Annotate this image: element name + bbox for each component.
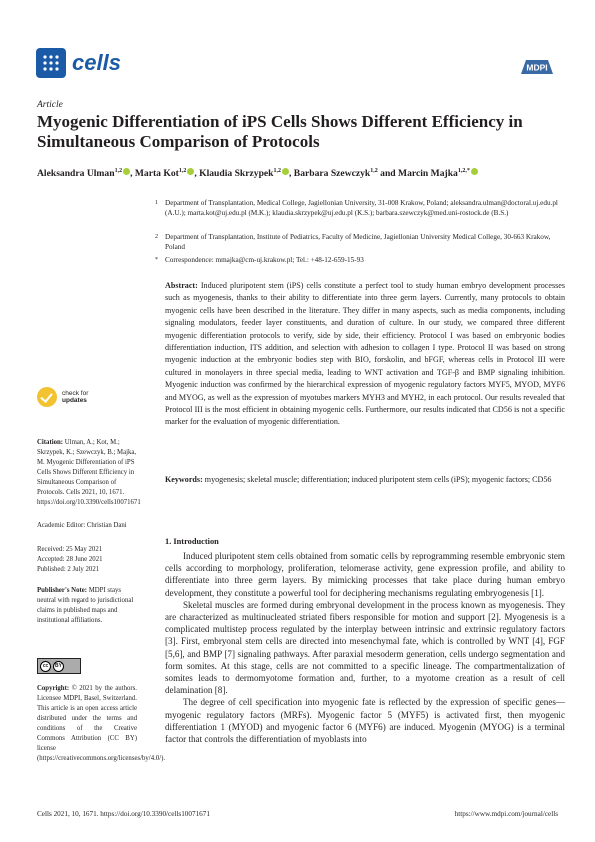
- updates-line1: check for: [62, 390, 89, 397]
- copyright-block: [37, 684, 166, 764]
- author-name: Barbara Szewczyk: [293, 168, 371, 180]
- publisher-logo: [519, 58, 555, 76]
- author-affil-marker: 1,2: [114, 168, 123, 174]
- abstract: [165, 280, 565, 429]
- abstract-label: Abstract:: [165, 281, 198, 290]
- journal-logo-icon: [36, 48, 66, 78]
- orcid-icon[interactable]: [471, 168, 478, 175]
- affiliation-marker: 2: [155, 234, 158, 240]
- affiliation-marker: 1: [155, 200, 158, 206]
- affiliation-text: Department of Transplantation, Medical College, Jagiellonian University, 31-008 Krakow, Poland; aleksandra.ulman@doctoral.uj.edu.pl (A.U.); marta.kot@uj.edu.pl (M.K.); klaudia.skrzypek@uj.edu.pl (K.S.); barbara.szewczyk@med.uni-rostock.de (B.S.): [165, 199, 558, 217]
- author-name: Aleksandra Ulman: [37, 168, 115, 180]
- affiliation-text: Department of Transplantation, Institute of Pediatrics, Faculty of Medicine, Jagiellonian University Medical College, 30-663 Krakow, Poland: [165, 233, 551, 251]
- correspondence-text: Correspondence: mmajka@cm-uj.krakow.pl; Tel.: +48-12-659-15-93: [165, 256, 364, 264]
- article-title: Myogenic Differentiation of iPS Cells Shows Different Efficiency in Simultaneous Comparison of Protocols: [37, 112, 523, 151]
- copyright-label: Copyright:: [37, 685, 70, 692]
- copyright-text: © 2021 by the authors. Licensee MDPI, Basel, Switzerland. This article is an open access article distributed under the terms and conditions of the Creative Commons Attribution (CC BY) license (https://creativecommons.org/licenses/by/4.0/).: [37, 685, 166, 762]
- keywords: [165, 474, 565, 486]
- check-for-updates-button[interactable]: [37, 387, 88, 407]
- check-updates-icon: [37, 387, 57, 407]
- published-date: Published: 2 July 2021: [37, 566, 100, 573]
- by-icon: BY: [53, 661, 64, 672]
- section-body: [165, 550, 565, 745]
- author-name: Marta Kot: [134, 168, 179, 180]
- academic-editor: Academic Editor: Christian Dani: [37, 522, 127, 529]
- orcid-icon[interactable]: [123, 168, 130, 175]
- article-type: Article: [37, 100, 63, 110]
- author-name: Klaudia Skrzypek: [199, 168, 274, 180]
- affiliation: [155, 199, 565, 218]
- orcid-icon[interactable]: [282, 168, 289, 175]
- abstract-text: Induced pluripotent stem (iPS) cells constitute a perfect tool to study human embryo development processes such as myogenesis, thanks to their ability to differentiate into three germ layers. Currently, many protocols to obtain myogenic cells have been described in the literature. They differ in many aspects, such as media components, including signaling modulators, feeder layer constituents, and duration of culture. In our study, we compared three different myogenic differentiation protocols to verify, side by side, their efficiency. Protocol I was based on embryonic bodies differentiation induction, ITS addition, and selection with adhesion to collagen I type. Protocol II was based on strong myogenic induction at the embryonic bodies step with BIO, forskolin, and bFGF, whereas cells in Protocol III were cultured in monolayers in three special media, leading to WNT activation and TGF-β and BMP signaling inhibition. Myogenic induction was confirmed by the hierarchical expression of myogenic regulatory factors MYF5, MYOD, MYF6 and MYOG, as well as the expression of myotubes markers MYH3 and MYH2, in each protocol. Our results revealed that Protocol III is the most efficient in obtaining myogenic cells. Furthermore, our results indicated that CD56 is not a specific marker for the evaluation of myogenic differentiation.: [165, 281, 565, 427]
- paragraph: The degree of cell specification into myogenic fate is reflected by the expression of specific genes—myogenic regulatory factors (MRFs). Myogenic factor 5 (MYF5) is activated first, then myogenic differentiation 1 (MYOD) and myogenic factor 6 (MYF6) are induced. Myogenin (MYOG) is a terminal factor that controls the differentiation of myoblasts into: [165, 697, 565, 745]
- section-heading: 1. Introduction: [165, 537, 219, 546]
- footer-citation[interactable]: Cells 2021, 10, 1671. https://doi.org/10.3390/cells10071671: [37, 810, 210, 818]
- affiliation: [155, 233, 565, 252]
- citation-label: Citation:: [37, 439, 64, 446]
- author-affil-marker: 1,2: [273, 168, 281, 174]
- author-name: Marcin Majka: [398, 168, 458, 180]
- orcid-icon[interactable]: [187, 168, 194, 175]
- keywords-label: Keywords:: [165, 475, 203, 484]
- received-date: Received: 25 May 2021: [37, 546, 103, 553]
- author-affil-marker: 1,2,*: [457, 168, 470, 174]
- keywords-text: myogenesis; skeletal muscle; differentiation; induced pluripotent stem cells (iPS); myogenic factors; CD56: [204, 475, 552, 484]
- correspondence: [155, 256, 565, 266]
- dates-block: [37, 545, 137, 575]
- publisher-note-text: MDPI stays neutral with regard to jurisdictional claims in published maps and institutional affiliations.: [37, 587, 134, 624]
- publisher-note: [37, 586, 137, 626]
- journal-name: cells: [72, 50, 121, 75]
- footer-journal-link[interactable]: https://www.mdpi.com/journal/cells: [454, 810, 558, 818]
- accepted-date: Accepted: 28 June 2021: [37, 556, 103, 563]
- citation-block: [37, 438, 141, 508]
- citation-text: Ulman, A.; Kot, M.; Skrzypek, K.; Szewczyk, B.; Majka, M. Myogenic Differentiation of iPS Cells Shows Different Efficiency in Simultaneous Comparison of Protocols. Cells 2021, 10, 1671. https://doi.org/10.3390/cells10071671: [37, 439, 141, 506]
- author-affil-marker: 1,2: [370, 168, 378, 174]
- publisher-note-label: Publisher's Note:: [37, 587, 88, 594]
- author-list: Aleksandra Ulman$^{1,2}$ , Marta Kot$^{1,2}$ , Klaudia Skrzypek$^{1,2}$ , Barbara Szewczyk$^{1,2}$ and Marcin Majka$^{1,2,*}$: [37, 168, 577, 179]
- publisher-logo-text: MDPI: [526, 62, 548, 73]
- paragraph: Induced pluripotent stem cells obtained from somatic cells by reprogramming resemble embryonic stem cells according to morphology, proliferation, telomerase activity, gene expression profile, and ability to differentiate into three germ layers. By mimicking processes that take place during human embryo development, they constitute a powerful tool for deciphering mechanisms regulating embryogenesis [1].: [165, 551, 565, 598]
- cc-by-license-badge[interactable]: [37, 658, 81, 674]
- author-affil-marker: 1,2: [178, 168, 187, 174]
- updates-line2: updates: [62, 397, 87, 404]
- cc-icon: cc: [40, 661, 51, 672]
- affiliation-marker: *: [155, 257, 158, 263]
- paragraph: Skeletal muscles are formed during embryonal development in the process known as myogenesis. They are characterized as multinucleated striated fibers responsible for motion and support [2]. Myogenesis is a complicated multistep process regulated by the interplay between intrinsic and extrinsic regulatory factors [3]. First, embryonal stem cells are directed into mesenchymal fate, which is controlled by WNT [4], FGF [5,6], and BMP [7] signaling pathways. After paraxial mesoderm generation, cells undergo segmentation and form somites. At this stage, cells are not committed to a specific lineage. The compartmentalization of somites leads to dermomyotome formation and, further, to a myotome creation as a result of cell delamination [8].: [165, 599, 565, 696]
